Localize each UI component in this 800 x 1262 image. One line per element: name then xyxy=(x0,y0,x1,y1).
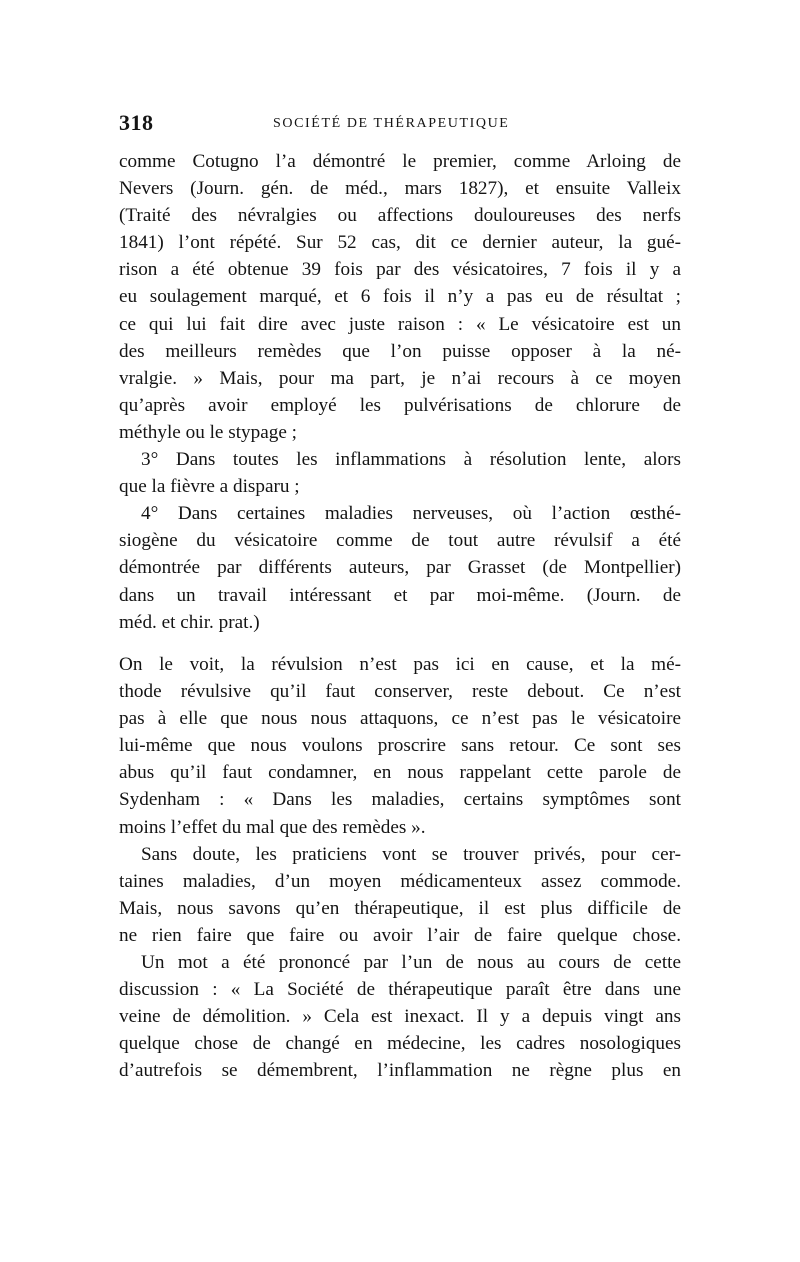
text-line: 3° Dans toutes les inflammations à résolution lente, alors xyxy=(141,449,681,471)
text-line: ce qui lui fait dire avec juste raison : « Le vésicatoire est un xyxy=(119,313,681,335)
text-line: discussion : « La Société de thérapeutique paraît être dans une xyxy=(119,979,681,1001)
text-line: veine de démolition. » Cela est inexact. Il y a depuis vingt ans xyxy=(119,1006,681,1028)
page-number: 318 xyxy=(119,110,154,135)
text-line: Sans doute, les praticiens vont se trouver privés, pour cer- xyxy=(141,843,681,865)
text-line: moins l’effet du mal que des remèdes ». xyxy=(119,816,426,838)
text-line: eu soulagement marqué, et 6 fois il n’y a pas eu de résultat ; xyxy=(119,286,681,308)
text-line: méd. et chir. prat.) xyxy=(119,611,260,633)
text-block-continuation xyxy=(119,148,681,636)
text-line: quelque chose de changé en médecine, les cadres nosologiques xyxy=(119,1033,681,1055)
text-line: Sydenham : « Dans les maladies, certains symptômes sont xyxy=(119,789,681,811)
text-line: comme Cotugno l’a démontré le premier, comme Arloing de xyxy=(119,151,681,172)
text-line: que la fièvre a disparu ; xyxy=(119,476,300,498)
text-line: méthyle ou le stypage ; xyxy=(119,421,297,443)
text-line: On le voit, la révulsion n’est pas ici en cause, et la mé- xyxy=(119,654,681,675)
text-line: thode révulsive qu’il faut conserver, reste debout. Ce n’est xyxy=(119,681,681,703)
text-line: vralgie. » Mais, pour ma part, je n’ai recours à ce moyen xyxy=(119,367,681,389)
text-line: lui-même que nous voulons proscrire sans retour. Ce sont ses xyxy=(119,735,681,757)
text-line: ne rien faire que faire ou avoir l’air de faire quelque chose. xyxy=(119,924,681,946)
text-line: Un mot a été prononcé par l’un de nous au cours de cette xyxy=(141,952,681,974)
text-line: Nevers (Journ. gén. de méd., mars 1827), et ensuite Valleix xyxy=(119,178,681,200)
text-line: abus qu’il faut condamner, en nous rappelant cette parole de xyxy=(119,762,681,784)
text-line: 1841) l’ont répété. Sur 52 cas, dit ce dernier auteur, la gué- xyxy=(119,232,681,254)
text-line: pas à elle que nous nous attaquons, ce n’est pas le vésicatoire xyxy=(119,708,681,730)
text-line: (Traité des névralgies ou affections douloureuses des nerfs xyxy=(119,205,681,227)
text-line: qu’après avoir employé les pulvérisations de chlorure de xyxy=(119,394,681,416)
running-head: SOCIÉTÉ DE THÉRAPEUTIQUE xyxy=(273,116,510,131)
text-line: d’autrefois se démembrent, l’inflammation ne règne plus en xyxy=(119,1060,681,1082)
page-header xyxy=(119,110,680,140)
text-block-discussion xyxy=(119,651,681,1085)
text-line: taines maladies, d’un moyen médicamenteux assez commode. xyxy=(119,870,681,892)
text-line: Mais, nous savons qu’en thérapeutique, il est plus difficile de xyxy=(119,897,681,919)
text-line: dans un travail intéressant et par moi-même. (Journ. de xyxy=(119,584,681,606)
text-line: rison a été obtenue 39 fois par des vésicatoires, 7 fois il y a xyxy=(119,259,681,281)
text-line: démontrée par différents auteurs, par Grasset (de Montpellier) xyxy=(119,557,681,579)
text-line: 4° Dans certaines maladies nerveuses, où l’action œsthé- xyxy=(141,503,681,525)
text-line: des meilleurs remèdes que l’on puisse opposer à la né- xyxy=(119,340,681,362)
text-line: siogène du vésicatoire comme de tout autre révulsif a été xyxy=(119,530,681,552)
